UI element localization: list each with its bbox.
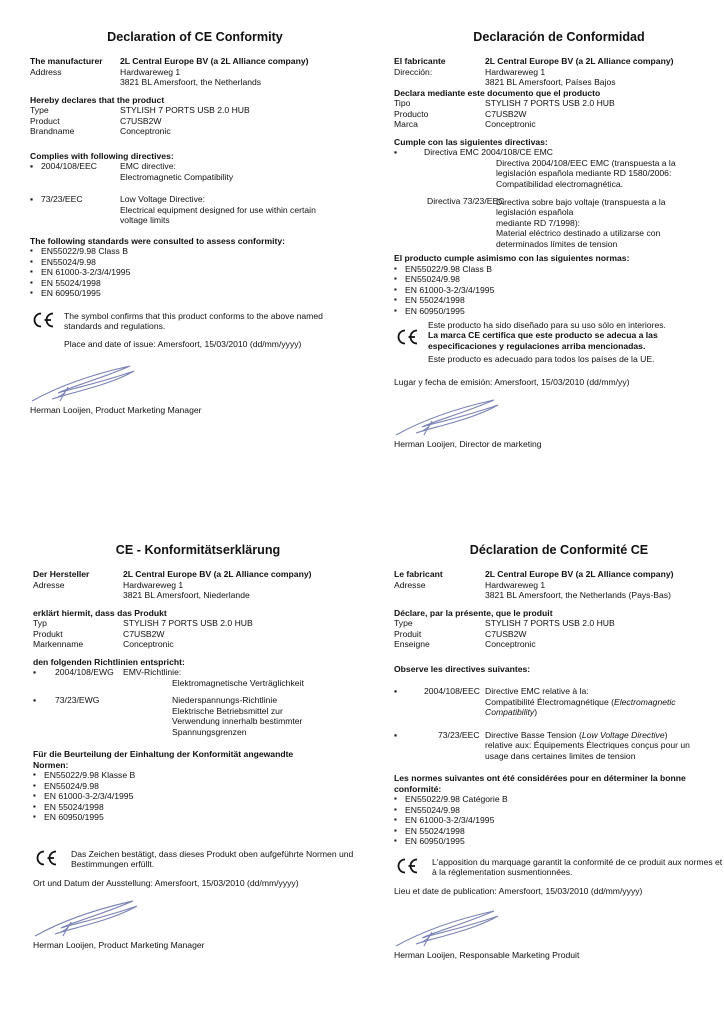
directive-desc: mediante RD 7/1998): [496, 217, 581, 228]
standard-item: ▪ EN55024/9.98 [394, 805, 724, 815]
standard-item: ▪ EN55024/9.98 [394, 274, 724, 284]
brand-value: Conceptronic [485, 639, 536, 650]
brand-label: Enseigne [394, 639, 430, 650]
declares-heading: Declara mediante este documento que el producto [394, 87, 601, 98]
brand-value: Conceptronic [485, 119, 536, 130]
directive-desc: relative aux: Équipements Électriques conçus pour un usage dans certaines limites de tension [485, 740, 690, 761]
manufacturer-value: 2L Central Europe BV (a 2L Alliance company) [120, 56, 309, 67]
declaration-french [394, 543, 724, 960]
type-label: Typ [33, 618, 47, 629]
directive-desc: Niederspannungs-Richtlinie Elektrische Betriebsmittel zur Verwendung innerhalb bestimmter Spannungsgrenzen [172, 695, 303, 737]
standard-item: ▪ EN 55024/1998 [30, 278, 360, 288]
directive-desc: Material eléctrico destinado a utilizarse con determinados límites de tension [496, 228, 661, 249]
standards-heading: Les normes suivantes ont été considérées pour en déterminer la bonne conformité: [394, 773, 686, 794]
signature-icon [33, 898, 143, 940]
signatory: Herman Looijen, Product Marketing Manager [33, 939, 205, 950]
ce-mark-icon [394, 857, 420, 875]
standard-item: ▪ EN 60950/1995 [33, 812, 363, 822]
declares-heading: Hereby declares that the product [30, 94, 165, 105]
standard-item: ▪ EN55022/9.98 Class B [30, 246, 360, 256]
ce-mark-icon [394, 328, 420, 346]
standard-item: ▪ EN 61000-3-2/3/4/1995 [33, 791, 363, 801]
declares-heading: erklärt hiermit, dass das Produkt [33, 607, 167, 618]
page-title: Déclaration de Conformité CE [469, 543, 649, 557]
standard-item: ▪ EN 60950/1995 [394, 306, 724, 316]
manufacturer-label: El fabricante [394, 56, 446, 67]
directive-desc: Electromagnetic Compatibility [120, 171, 234, 182]
declaration-spanish [394, 30, 724, 450]
product-value: C7USB2W [485, 108, 527, 119]
directive-code: 73/23/EEC [438, 729, 480, 740]
signature-icon [394, 397, 504, 439]
brand-value: Conceptronic [120, 126, 171, 137]
brand-label: Marca [394, 119, 418, 130]
standard-item: ▪ EN55022/9.98 Catégorie B [394, 794, 724, 804]
directive-item [394, 730, 724, 740]
page-title: CE - Konformitätserklärung [115, 543, 281, 557]
type-value: STYLISH 7 PORTS USB 2.0 HUB [485, 98, 615, 109]
type-label: Type [30, 105, 49, 116]
directives-heading: Observe les directives suivantes: [394, 663, 531, 674]
type-label: Tipo [394, 98, 411, 109]
signature-icon [394, 908, 504, 950]
address-line-1: Hardwareweg 1 [485, 66, 546, 77]
standards-heading: Für die Beurteilung der Einhaltung der Konformität angewandte Normen: [33, 749, 294, 770]
directive-item [33, 695, 363, 737]
manufacturer-label: Der Hersteller [33, 569, 90, 580]
standard-item: ▪ EN55024/9.98 [33, 781, 363, 791]
directive-desc: Directiva sobre bajo voltaje (transpuesta a la legislación española [496, 196, 666, 218]
address-label: Address [30, 66, 62, 77]
signature-icon [30, 363, 140, 405]
directive-item [30, 194, 360, 204]
type-value: STYLISH 7 PORTS USB 2.0 HUB [123, 618, 253, 629]
standards-list [394, 794, 724, 846]
declares-heading: Déclare, par la présente, que le produit [394, 607, 553, 618]
standard-item: ▪ EN 60950/1995 [30, 288, 360, 298]
directive-item [33, 667, 363, 677]
page-title: Declaration of CE Conformity [107, 30, 283, 44]
eu-suitability-note: Este producto es adecuado para todos los países de la UE. [428, 354, 655, 365]
manufacturer-value: 2L Central Europe BV (a 2L Alliance company) [485, 569, 674, 580]
address-line-2: 3821 BL Amersfoort, Países Bajos [485, 77, 616, 88]
manufacturer-value: 2L Central Europe BV (a 2L Alliance company) [123, 569, 312, 580]
directives-heading: Cumple con las siguientes directivas: [394, 136, 548, 147]
standard-item: ▪ EN55022/9.98 Klasse B [33, 770, 363, 780]
place-date: Place and date of issue: Amersfoort, 15/03/2010 (dd/mm/yyyy) [64, 338, 302, 349]
bullet-icon: ▪ [394, 147, 398, 158]
standard-item: ▪ EN 55024/1998 [33, 802, 363, 812]
manufacturer-label: The manufacturer [30, 56, 103, 67]
brand-value: Conceptronic [123, 639, 174, 650]
signatory: Herman Looijen, Director de marketing [394, 439, 542, 450]
place-date: Ort und Datum der Ausstellung: Amersfoort, 15/03/2010 (dd/mm/yyyy) [33, 877, 299, 888]
directive-item [30, 161, 360, 171]
standards-list [394, 264, 724, 316]
address-label: Adresse [394, 579, 426, 590]
address-line-1: Hardwareweg 1 [123, 579, 184, 590]
standard-item: ▪ EN 55024/1998 [394, 295, 724, 305]
directive-title: Directiva 73/23/EEC [427, 196, 505, 207]
bullet-icon: ▪ [394, 729, 398, 740]
directive-code: 73/23/EEC [41, 194, 83, 205]
directive-desc: Compatibilidad electromagnética. [496, 178, 624, 189]
standard-item: ▪ EN 60950/1995 [394, 836, 724, 846]
address-label: Adresse [33, 579, 65, 590]
ce-statement: The symbol confirms that this product conforms to the above named standards and regulations. [64, 310, 323, 332]
directive-desc: Elektromagnetische Verträglichkeit [172, 677, 304, 688]
directive-item [394, 686, 724, 696]
address-line-1: Hardwareweg 1 [485, 579, 546, 590]
standard-item: ▪ EN55022/9.98 Class B [394, 264, 724, 274]
type-value: STYLISH 7 PORTS USB 2.0 HUB [485, 618, 615, 629]
signatory: Herman Looijen, Responsable Marketing Produit [394, 949, 580, 960]
place-date: Lugar y fecha de emisión: Amersfoort, 15/03/2010 (dd/mm/yy) [394, 376, 630, 387]
page-title: Declaración de Conformidad [473, 30, 645, 44]
bullet-icon: ▪ [30, 194, 34, 205]
directive-item [394, 147, 724, 157]
directives-heading: den folgenden Richtlinien entspricht: [33, 656, 185, 667]
directive-code: 2004/108/EWG [55, 667, 114, 678]
ce-mark-icon [33, 849, 59, 867]
brand-label: Brandname [30, 126, 75, 137]
standards-heading: The following standards were consulted to assess conformity: [30, 235, 285, 246]
manufacturer-label: Le fabricant [394, 569, 443, 580]
address-line-2: 3821 BL Amersfoort, the Netherlands (Pays-Bas) [485, 590, 671, 601]
directive-name: Directive Basse Tension (Low Voltage Directive) [485, 729, 668, 740]
product-label: Produkt [33, 628, 63, 639]
directive-name: EMC directive: [120, 161, 176, 172]
directive-desc: Electrical equipment designed for use within certain voltage limits [120, 204, 316, 226]
product-label: Producto [394, 108, 429, 119]
product-value: C7USB2W [120, 115, 162, 126]
directive-name: Low Voltage Directive: [120, 194, 206, 205]
standard-item: ▪ EN 61000-3-2/3/4/1995 [394, 285, 724, 295]
ce-statement: La marca CE certifica que este producto se adecua a las especificaciones y regulaciones arriba mencionadas. [428, 330, 658, 351]
brand-label: Markenname [33, 639, 84, 650]
directive-code: 2004/108/EEC [41, 161, 97, 172]
directive-code: 73/23/EWG [55, 695, 100, 706]
address-line-2: 3821 BL Amersfoort, Niederlande [123, 590, 250, 601]
declaration-english [30, 30, 360, 416]
directives-heading: Complies with following directives: [30, 150, 174, 161]
product-value: C7USB2W [485, 628, 527, 639]
product-value: C7USB2W [123, 628, 165, 639]
address-label: Dirección: [394, 66, 433, 77]
declaration-german [33, 543, 363, 950]
standard-item: ▪ EN55024/9.98 [30, 257, 360, 267]
address-line-2: 3821 BL Amersfoort, the Netherlands [120, 77, 262, 88]
directive-title: Directiva EMC 2004/108/CE EMC [424, 147, 553, 158]
ce-indoor-note: Este producto ha sido diseñado para su uso sólo en interiores. [428, 319, 666, 330]
ce-statement: Das Zeichen bestätigt, dass dieses Produkt oben aufgeführte Normen und Bestimmungen erfüllt. [71, 848, 354, 870]
manufacturer-value: 2L Central Europe BV (a 2L Alliance company) [485, 56, 674, 67]
product-label: Produit [394, 628, 422, 639]
standard-item: ▪ EN 55024/1998 [394, 826, 724, 836]
bullet-icon: ▪ [33, 667, 37, 678]
ce-statement: L'apposition du marquage garantit la conformité de ce produit aux normes et à la réglementation susmentionnées. [432, 856, 723, 878]
directive-desc: Compatibilité Électromagnétique (Electromagnetic Compatibility) [485, 696, 676, 718]
ce-mark-icon [30, 311, 56, 329]
address-line-1: Hardwareweg 1 [120, 66, 181, 77]
directive-desc: Directiva 2004/108/EEC EMC (transpuesta a la legislación española mediante RD 1580/2006: [496, 157, 676, 179]
directive-name: Directive EMC relative à la: [485, 686, 589, 697]
product-label: Product [30, 115, 60, 126]
bullet-icon: ▪ [394, 686, 398, 697]
bullet-icon: ▪ [30, 161, 34, 172]
standards-list [33, 770, 363, 822]
standards-list [30, 246, 360, 298]
bullet-icon: ▪ [33, 695, 37, 706]
type-value: STYLISH 7 PORTS USB 2.0 HUB [120, 105, 250, 116]
standard-item: ▪ EN 61000-3-2/3/4/1995 [30, 267, 360, 277]
signatory: Herman Looijen, Product Marketing Manager [30, 405, 202, 416]
type-label: Type [394, 618, 413, 629]
standard-item: ▪ EN 61000-3-2/3/4/1995 [394, 815, 724, 825]
standards-heading: El producto cumple asimismo con las siguientes normas: [394, 253, 630, 264]
directive-code: 2004/108/EEC [424, 686, 480, 697]
directive-name: EMV-Richtlinie: [123, 667, 182, 678]
place-date: Lieu et date de publication: Amersfoort, 15/03/2010 (dd/mm/yyyy) [394, 885, 643, 896]
